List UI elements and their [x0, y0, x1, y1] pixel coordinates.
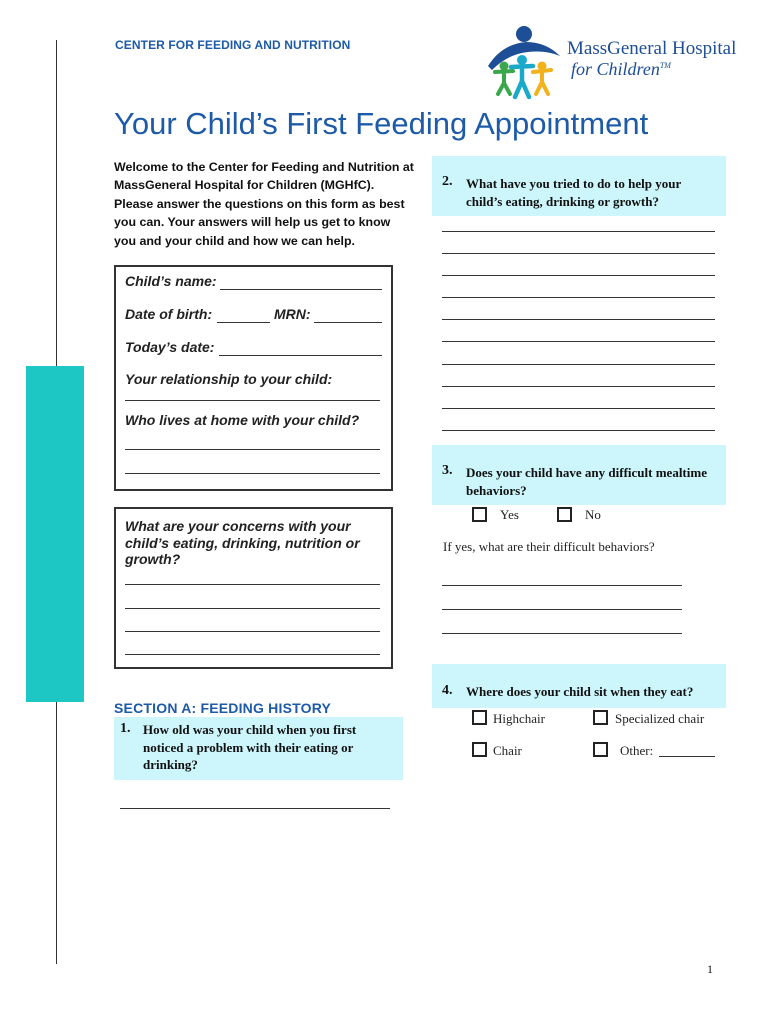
lives-at-home-label: Who lives at home with your child? [125, 412, 360, 428]
concerns-field-1[interactable] [125, 584, 380, 585]
question-1-answer-field[interactable] [120, 808, 390, 809]
todays-date-label: Today’s date: [125, 339, 215, 355]
question-2-text: What have you tried to do to help your child’s eating, drinking or growth? [466, 176, 681, 209]
intro-paragraph: Welcome to the Center for Feeding and Nutrition at MassGeneral Hospital for Children (MGHfC). Please answer the questions on this form as best you can. Your answers will help us get to know you and your child and how we can help. [114, 160, 414, 248]
page-number: 1 [707, 962, 713, 976]
specialized-chair-label: Specialized chair [615, 711, 705, 726]
other-field[interactable] [659, 756, 715, 757]
dob-field[interactable] [217, 322, 270, 323]
family-figures-icon [484, 22, 566, 102]
difficult-behaviors-line-3[interactable] [442, 633, 682, 634]
section-a-heading: SECTION A: FEEDING HISTORY [114, 700, 332, 716]
logo-line-2 [571, 59, 671, 80]
question-2-answer-line-7[interactable] [442, 364, 715, 365]
child-info-box [114, 265, 393, 491]
specialized-chair-checkbox[interactable] [593, 710, 608, 725]
relationship-field[interactable] [125, 400, 380, 401]
teal-side-tab [26, 366, 84, 702]
chair-label: Chair [493, 743, 522, 758]
no-checkbox[interactable] [557, 507, 572, 522]
concerns-question: What are your concerns with your child’s eating, drinking, nutrition or growth? [125, 518, 360, 567]
question-4-block [432, 664, 726, 708]
question-2-answer-line-1[interactable] [442, 231, 715, 232]
page-title: Your Child’s First Feeding Appointment [114, 106, 649, 141]
mrn-label: MRN: [274, 306, 311, 322]
concerns-field-3[interactable] [125, 631, 380, 632]
yes-label: Yes [500, 507, 519, 522]
question-4-text: Where does your child sit when they eat? [466, 684, 694, 699]
other-checkbox[interactable] [593, 742, 608, 757]
question-3-text: Does your child have any difficult mealtime behaviors? [466, 465, 707, 498]
logo-line-1: MassGeneral Hospital [567, 38, 737, 59]
child-name-label: Child’s name: [125, 273, 217, 289]
question-2-answer-line-5[interactable] [442, 319, 715, 320]
question-2-answer-line-4[interactable] [442, 297, 715, 298]
question-1-text: How old was your child when you first noticed a problem with their eating or drinking? [143, 722, 357, 772]
question-1-number: 1. [120, 721, 131, 736]
concerns-box [114, 507, 393, 669]
mrn-field[interactable] [314, 322, 382, 323]
question-2-answer-line-6[interactable] [442, 341, 715, 342]
question-2-answer-line-2[interactable] [442, 253, 715, 254]
logo-trademark: TM [659, 61, 671, 70]
question-2-answer-line-3[interactable] [442, 275, 715, 276]
question-2-block [432, 156, 726, 216]
lives-at-home-field-1[interactable] [125, 449, 380, 450]
question-2-number: 2. [442, 174, 453, 189]
difficult-behaviors-line-2[interactable] [442, 609, 682, 610]
question-2-answer-line-9[interactable] [442, 408, 715, 409]
child-name-field[interactable] [220, 289, 382, 290]
dob-label: Date of birth: [125, 306, 213, 322]
difficult-behaviors-line-1[interactable] [442, 585, 682, 586]
question-3-block [432, 445, 726, 505]
center-label: CENTER FOR FEEDING AND NUTRITION [115, 38, 351, 52]
difficult-behaviors-prompt: If yes, what are their difficult behaviors? [443, 539, 655, 554]
lives-at-home-field-2[interactable] [125, 473, 380, 474]
question-4-number: 4. [442, 683, 453, 698]
todays-date-field[interactable] [219, 355, 382, 356]
question-1-block [114, 717, 403, 780]
highchair-checkbox[interactable] [472, 710, 487, 725]
relationship-label: Your relationship to your child: [125, 371, 333, 387]
other-label: Other: [620, 743, 654, 758]
concerns-field-4[interactable] [125, 654, 380, 655]
question-2-answer-line-10[interactable] [442, 430, 715, 431]
logo-line-2-text: for Children [571, 59, 660, 79]
question-2-answer-line-8[interactable] [442, 386, 715, 387]
question-3-number: 3. [442, 463, 453, 478]
highchair-label: Highchair [493, 711, 545, 726]
chair-checkbox[interactable] [472, 742, 487, 757]
concerns-field-2[interactable] [125, 608, 380, 609]
yes-checkbox[interactable] [472, 507, 487, 522]
no-label: No [585, 507, 601, 522]
